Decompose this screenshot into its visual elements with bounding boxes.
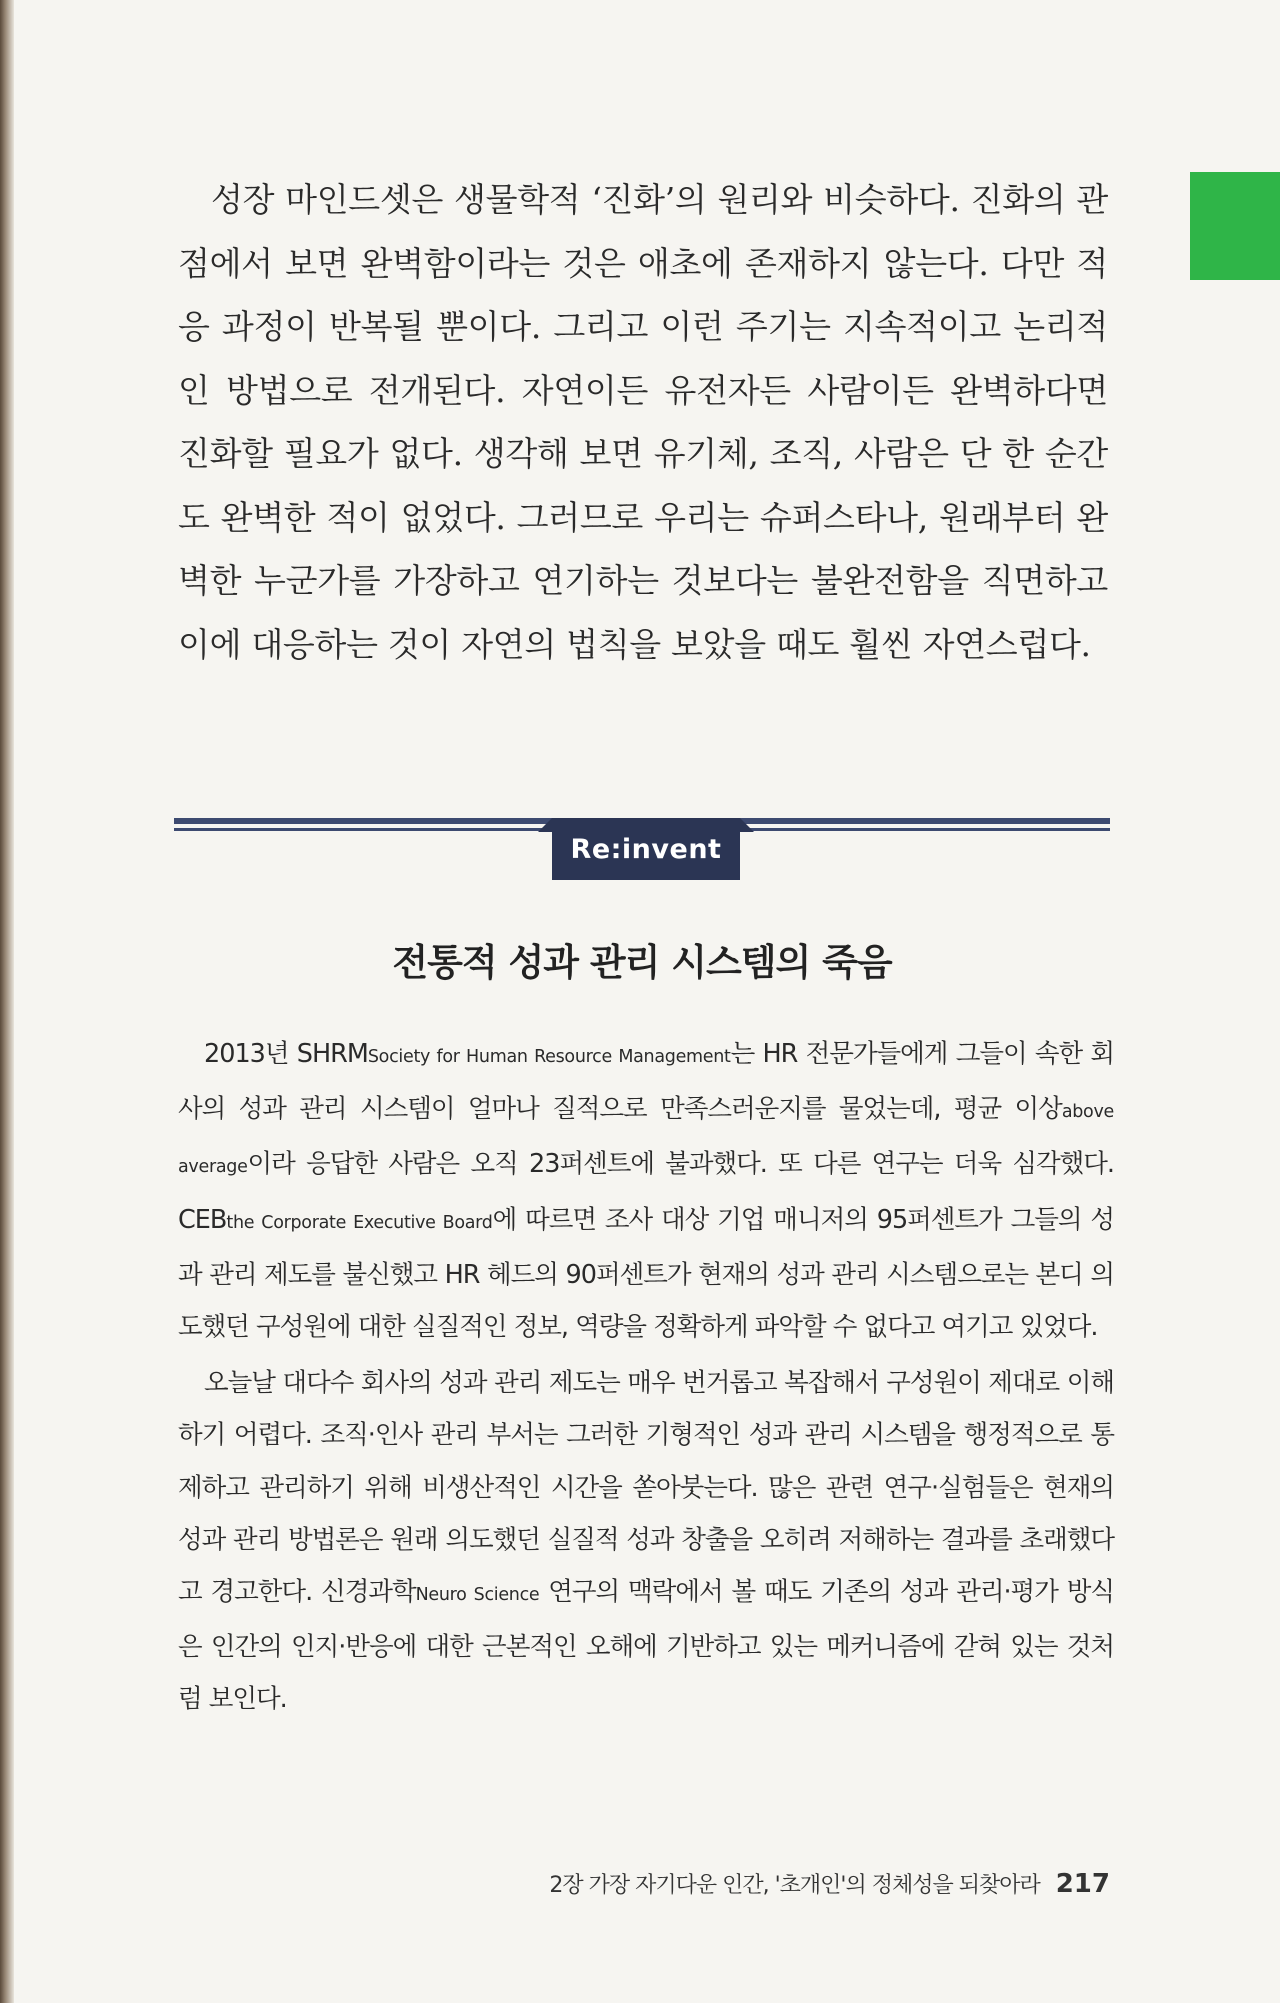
gloss-ceb: the Corporate Executive Board <box>226 1212 493 1233</box>
gloss-shrm: Society for Human Resource Management <box>367 1047 731 1067</box>
intro-paragraph: 성장 마인드셋은 생물학적 ‘진화’의 원리와 비슷하다. 진화의 관점에서 보면 완벽함이라는 것은 애초에 존재하지 않는다. 다만 적응 과정이 반복될 뿐이다. 그리고 이런 주기는 지속적이고 논리적인 방법으로 전개된다. 자연이든 유전자든 사람이든 완벽하다면 진화할 필요가 없다. 생각해 보면 유기체, 조직, 사람은 단 한 순간도 완벽한 적이 없었다. 그러므로 우리는 슈퍼스타나, 원래부터 완벽한 누군가를 가장하고 연기하는 것보다는 불완전함을 직면하고 이에 대응하는 것이 자연의 법칙을 보았을 때도 훨씬 자연스럽다. <box>178 180 1108 664</box>
chapter-color-tab <box>1190 172 1280 280</box>
gloss-above-average: above average <box>178 1102 1114 1178</box>
text-run: 에 따르면 조사 대상 기업 매니저의 95퍼센트가 그들의 성과 관리 제도를 불신했고 HR 헤드의 90퍼센트가 현재의 성과 관리 시스템으로는 본디 의도했던 구성원에 대한 실질적인 정보, 역량을 정확하게 파악할 수 없다고 여기고 있었다. <box>178 1204 1114 1343</box>
gloss-neuro-science: Neuro Science <box>415 1585 540 1606</box>
body-paragraph-2 <box>178 1357 1114 1725</box>
intro-text-block <box>178 168 1108 676</box>
section-title: 전통적 성과 관리 시스템의 죽음 <box>392 941 892 984</box>
section-body <box>178 1028 1114 1726</box>
text-run: 이라 응답한 사람은 오직 23퍼센트에 불과했다. 또 다른 연구는 더욱 심각했다. CEB <box>178 1149 1114 1235</box>
page-number: 217 <box>1055 1869 1110 1899</box>
text-run: 는 HR 전문가들에게 그들이 속한 회사의 성과 관리 시스템이 얼마나 질적으로 만족스러운지를 물었는데, 평균 이상 <box>178 1039 1114 1125</box>
book-spine-shadow <box>0 0 14 2003</box>
page-footer <box>174 1868 1110 1899</box>
text-run: 연구의 맥락에서 볼 때도 기존의 성과 관리·평가 방식은 인간의 인지·반응에 대한 근본적인 오해에 기반하고 있는 메커니즘에 갇혀 있는 것처럼 보인다. <box>178 1577 1114 1715</box>
text-run: 오늘날 대다수 회사의 성과 관리 제도는 매우 번거롭고 복잡해서 구성원이 제대로 이해하기 어렵다. 조직·인사 관리 부서는 그러한 기형적인 성과 관리 시스템을 행정적으로 통제하고 관리하기 위해 비생산적인 시간을 쏟아붓는다. 많은 관련 연구·실험들은 현재의 성과 관리 방법론은 원래 의도했던 실질적 성과 창출을 오히려 저해하는 결과를 초래했다고 경고한다. 신경과학 <box>178 1368 1114 1608</box>
running-chapter-title: 2장 가장 자기다운 인간, '초개인'의 정체성을 되찾아라 <box>549 1873 1040 1898</box>
text-run: 2013년 SHRM <box>204 1039 368 1069</box>
body-paragraph-1 <box>178 1028 1114 1353</box>
section-badge: Re:invent <box>552 818 740 880</box>
